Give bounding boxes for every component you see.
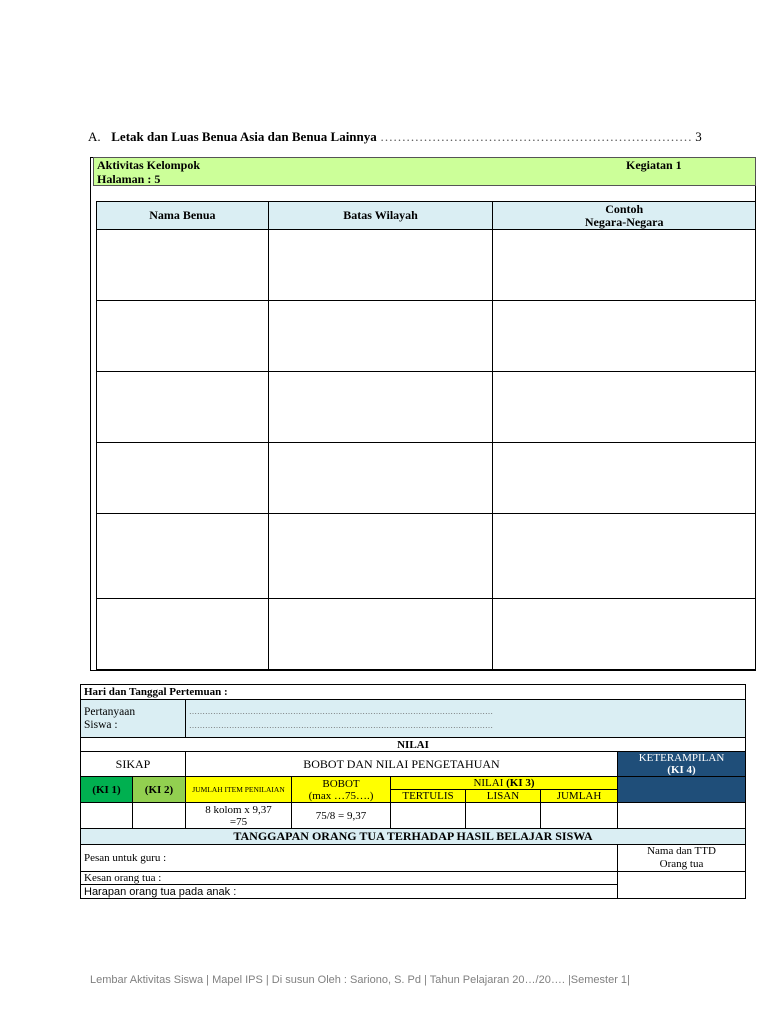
dots-line-1: …………………………………………………………………………………………………… [189,706,493,716]
tanggapan-row [81,829,746,845]
activity-label: Aktivitas Kelompok [97,158,201,172]
pesan-row [81,845,746,872]
question-row [81,700,746,738]
cell-batas-wilayah[interactable] [268,599,493,670]
cell-nama-benua[interactable] [97,443,269,514]
cell-batas-wilayah[interactable] [268,443,493,514]
score-row [81,803,746,829]
cell-batas-wilayah[interactable] [268,514,493,599]
assessment-table [80,684,746,899]
tertulis-header: TERTULIS [391,790,466,803]
section-title: Letak dan Luas Benua Asia dan Benua Lainnya [111,129,377,144]
cell-contoh-negara[interactable] [493,599,756,670]
cell-nama-benua[interactable] [97,514,269,599]
question-label-line2: Siswa : [84,718,118,731]
col-header-nama-benua: Nama Benua [97,202,269,230]
table-row [97,230,756,301]
kolom-calc-line1: 8 kolom x 9,37 [205,803,272,816]
sikap-header: SIKAP [81,752,186,777]
ki1-score[interactable] [81,803,133,829]
ttd-line1: Nama dan TTD [647,845,716,857]
col-header-contoh-line2: Negara-Negara [584,214,664,229]
col-header-batas-wilayah: Batas Wilayah [268,202,493,230]
ttd-line2: Orang tua [659,858,704,870]
cell-contoh-negara[interactable] [493,230,756,301]
question-label-line1: Pertanyaan [84,705,136,718]
activity-page-label: Halaman : 5 [97,172,161,186]
ttd-signature-field[interactable] [618,872,746,899]
tanggapan-title: TANGGAPAN ORANG TUA TERHADAP HASIL BELAJAR SISWA [81,829,746,845]
cell-batas-wilayah[interactable] [268,372,493,443]
table-row [97,514,756,599]
table-row [97,443,756,514]
leader-dots: ……………………………………………………………… [380,129,693,144]
kesan-row [81,872,746,885]
jumlah-header: JUMLAH [541,790,618,803]
question-label [81,700,186,738]
kolom-calc-line2: =75 [229,815,248,828]
kegiatan-label: Kegiatan 1 [626,158,682,172]
cell-contoh-negara[interactable] [493,301,756,372]
tertulis-score[interactable] [391,803,466,829]
ki4-label: (KI 4) [667,764,696,776]
harapan-field[interactable]: Harapan orang tua pada anak : [81,885,618,899]
nilai-ki3-prefix: NILAI [473,777,507,789]
bobot-label: BOBOT [322,777,360,790]
keterampilan-header [618,752,746,777]
cell-batas-wilayah[interactable] [268,230,493,301]
ki2-cell: (KI 2) [133,777,186,803]
jumlah-item-value [186,803,292,829]
cell-nama-benua[interactable] [97,230,269,301]
cell-batas-wilayah[interactable] [268,301,493,372]
cell-contoh-negara[interactable] [493,372,756,443]
page-footer: Lembar Aktivitas Siswa | Mapel IPS | Di susun Oleh : Sariono, S. Pd | Tahun Pelajaran 20…/20…. |Semester 1| [90,974,630,986]
kesan-field[interactable]: Kesan orang tua : [81,872,618,885]
lisan-header: LISAN [466,790,541,803]
table-row [97,301,756,372]
meeting-date-label: Hari dan Tanggal Pertemuan : [81,685,746,700]
col-header-contoh-line1: Contoh [605,201,644,216]
col-header-contoh [493,202,756,230]
ttd-label [618,845,746,872]
page-number: 3 [695,129,702,144]
cell-contoh-negara[interactable] [493,443,756,514]
keterampilan-score[interactable] [618,803,746,829]
cell-contoh-negara[interactable] [493,514,756,599]
category-row [81,752,746,777]
section-heading [88,129,708,145]
table-row [97,372,756,443]
table-header-row [97,202,756,230]
continent-table [96,201,756,670]
jumlah-score[interactable] [541,803,618,829]
nilai-ki3-header [391,777,618,790]
question-answer-field[interactable] [186,700,746,738]
bobot-max: (max …75….) [308,789,374,802]
jumlah-item-header: JUMLAH ITEM PENILAIAN [186,777,292,803]
nilai-row [81,738,746,752]
cell-nama-benua[interactable] [97,599,269,670]
pengetahuan-header: BOBOT DAN NILAI PENGETAHUAN [186,752,618,777]
pesan-field[interactable]: Pesan untuk guru : [81,845,618,872]
keterampilan-label: KETERAMPILAN [638,752,725,764]
bobot-header [292,777,391,803]
table-row [97,599,756,670]
nilai-title: NILAI [81,738,746,752]
dots-line-2: …………………………………………………………………………………………………… [189,720,493,730]
meeting-row [81,685,746,700]
cell-nama-benua[interactable] [97,372,269,443]
nilai-ki3-bold: (KI 3) [506,777,535,789]
bobot-value: 75/8 = 9,37 [292,803,391,829]
keterampilan-fill [618,777,746,803]
ki2-score[interactable] [133,803,186,829]
cell-nama-benua[interactable] [97,301,269,372]
section-number: A. [88,129,101,144]
ki1-cell: (KI 1) [81,777,133,803]
lisan-score[interactable] [466,803,541,829]
subheader-row-1 [81,777,746,790]
